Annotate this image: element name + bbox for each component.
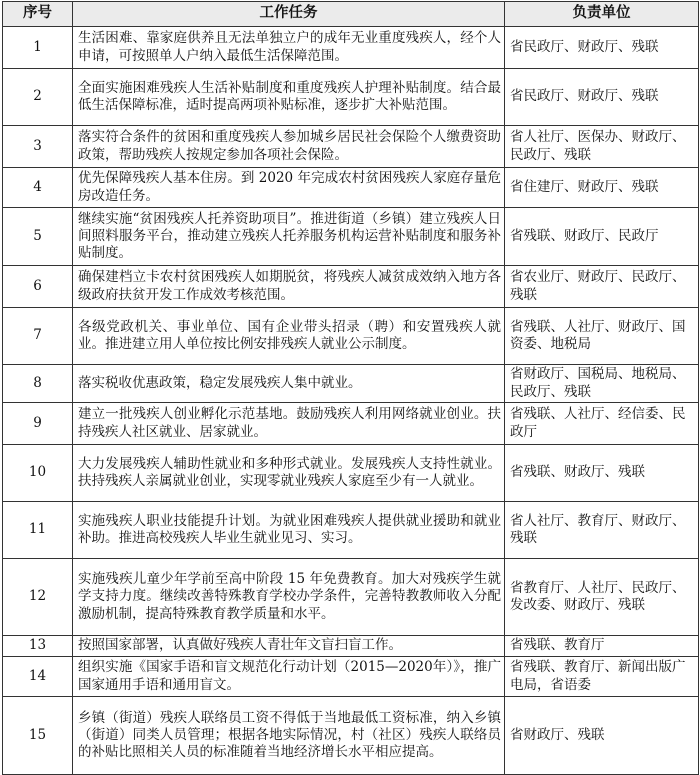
table-row: [3, 502, 699, 559]
row-number: 3: [3, 126, 73, 168]
table-row: [3, 445, 699, 502]
row-unit: 省残联、人社厅、财政厅、国资委、地税局: [505, 308, 699, 365]
row-task: 优先保障残疾人基本住房。到 2020 年完成农村贫困残疾人家庭存量危房改造任务。: [73, 168, 505, 208]
row-unit: 省残联、人社厅、经信委、民政厅: [505, 403, 699, 445]
table-row: [3, 697, 699, 775]
row-number: 5: [3, 208, 73, 266]
header-task: 工作任务: [73, 2, 505, 27]
row-number: 6: [3, 266, 73, 308]
row-unit: 省残联、教育厅、新闻出版广电局，省语委: [505, 657, 699, 697]
row-unit: 省教育厅、人社厅、民政厅、发改委、财政厅、残联: [505, 559, 699, 636]
row-task: 实施残疾人职业技能提升计划。为就业困难残疾人提供就业援助和就业补助。推进高校残疾人毕业生就业见习、实习。: [73, 502, 505, 559]
row-unit: 省人社厅、教育厅、财政厅、残联: [505, 502, 699, 559]
row-unit: 省人社厅、医保办、财政厅、民政厅、残联: [505, 126, 699, 168]
row-task: 大力发展残疾人辅助性就业和多种形式就业。发展残疾人支持性就业。扶持残疾人亲属就业创业，实现零就业残疾人家庭至少有一人就业。: [73, 445, 505, 502]
row-task: 实施残疾儿童少年学前至高中阶段 15 年免费教育。加大对残疾学生就学支持力度。继续改善特殊教育学校办学条件，完善特教教师收入分配激励机制，提高特殊教育教学质量和水平。: [73, 559, 505, 636]
row-number: 7: [3, 308, 73, 365]
table-row: [3, 559, 699, 636]
header-no: 序号: [3, 2, 73, 27]
row-unit: 省残联、财政厅、民政厅: [505, 208, 699, 266]
row-task: 确保建档立卡农村贫困残疾人如期脱贫，将残疾人减贫成效纳入地方各级政府扶贫开发工作成效考核范围。: [73, 266, 505, 308]
table-row: [3, 657, 699, 697]
row-task: 按照国家部署，认真做好残疾人青壮年文盲扫盲工作。: [73, 636, 505, 657]
row-task: 组织实施《国家手语和盲文规范化行动计划（2015—2020年）》，推广国家通用手语和通用盲文。: [73, 657, 505, 697]
task-table: [2, 1, 699, 775]
table-row: [3, 365, 699, 403]
row-number: 15: [3, 697, 73, 775]
row-unit: 省民政厅、财政厅、残联: [505, 27, 699, 69]
row-number: 9: [3, 403, 73, 445]
table-row: [3, 266, 699, 308]
row-unit: 省残联、财政厅、残联: [505, 445, 699, 502]
row-number: 13: [3, 636, 73, 657]
row-task: 生活困难、靠家庭供养且无法单独立户的成年无业重度残疾人，经个人申请，可按照单人户纳入最低生活保障范围。: [73, 27, 505, 69]
table-row: [3, 208, 699, 266]
table-row: [3, 126, 699, 168]
row-task: 继续实施“贫困残疾人托养资助项目”。推进街道（乡镇）建立残疾人日间照料服务平台，推动建立残疾人托养服务机构运营补贴制度和服务补贴制度。: [73, 208, 505, 266]
row-task: 乡镇（街道）残疾人联络员工资不得低于当地最低工资标准，纳入乡镇（街道）同类人员管理；根据各地实际情况，村（社区）残疾人联络员的补贴比照相关人员的标准随着当地经济增长水平相应提高。: [73, 697, 505, 775]
row-number: 2: [3, 69, 73, 126]
table-header-row: [3, 2, 699, 27]
row-number: 10: [3, 445, 73, 502]
table-row: [3, 27, 699, 69]
row-task: 落实税收优惠政策，稳定发展残疾人集中就业。: [73, 365, 505, 403]
row-number: 4: [3, 168, 73, 208]
row-unit: 省残联、教育厅: [505, 636, 699, 657]
row-unit: 省财政厅、残联: [505, 697, 699, 775]
row-number: 11: [3, 502, 73, 559]
row-number: 8: [3, 365, 73, 403]
header-unit: 负责单位: [505, 2, 699, 27]
row-unit: 省民政厅、财政厅、残联: [505, 69, 699, 126]
row-number: 12: [3, 559, 73, 636]
row-task: 各级党政机关、事业单位、国有企业带头招录（聘）和安置残疾人就业。推进建立用人单位按比例安排残疾人就业公示制度。: [73, 308, 505, 365]
table-row: [3, 168, 699, 208]
row-task: 全面实施困难残疾人生活补贴制度和重度残疾人护理补贴制度。结合最低生活保障标准，适时提高两项补贴标准，逐步扩大补贴范围。: [73, 69, 505, 126]
table-row: [3, 69, 699, 126]
row-task: 建立一批残疾人创业孵化示范基地。鼓励残疾人利用网络就业创业。扶持残疾人社区就业、居家就业。: [73, 403, 505, 445]
row-unit: 省住建厅、财政厅、残联: [505, 168, 699, 208]
table-row: [3, 403, 699, 445]
row-unit: 省农业厅、财政厅、民政厅、残联: [505, 266, 699, 308]
table-row: [3, 636, 699, 657]
row-unit: 省财政厅、国税局、地税局、民政厅、残联: [505, 365, 699, 403]
row-number: 14: [3, 657, 73, 697]
table-row: [3, 308, 699, 365]
row-task: 落实符合条件的贫困和重度残疾人参加城乡居民社会保险个人缴费资助政策，帮助残疾人按规定参加各项社会保险。: [73, 126, 505, 168]
row-number: 1: [3, 27, 73, 69]
